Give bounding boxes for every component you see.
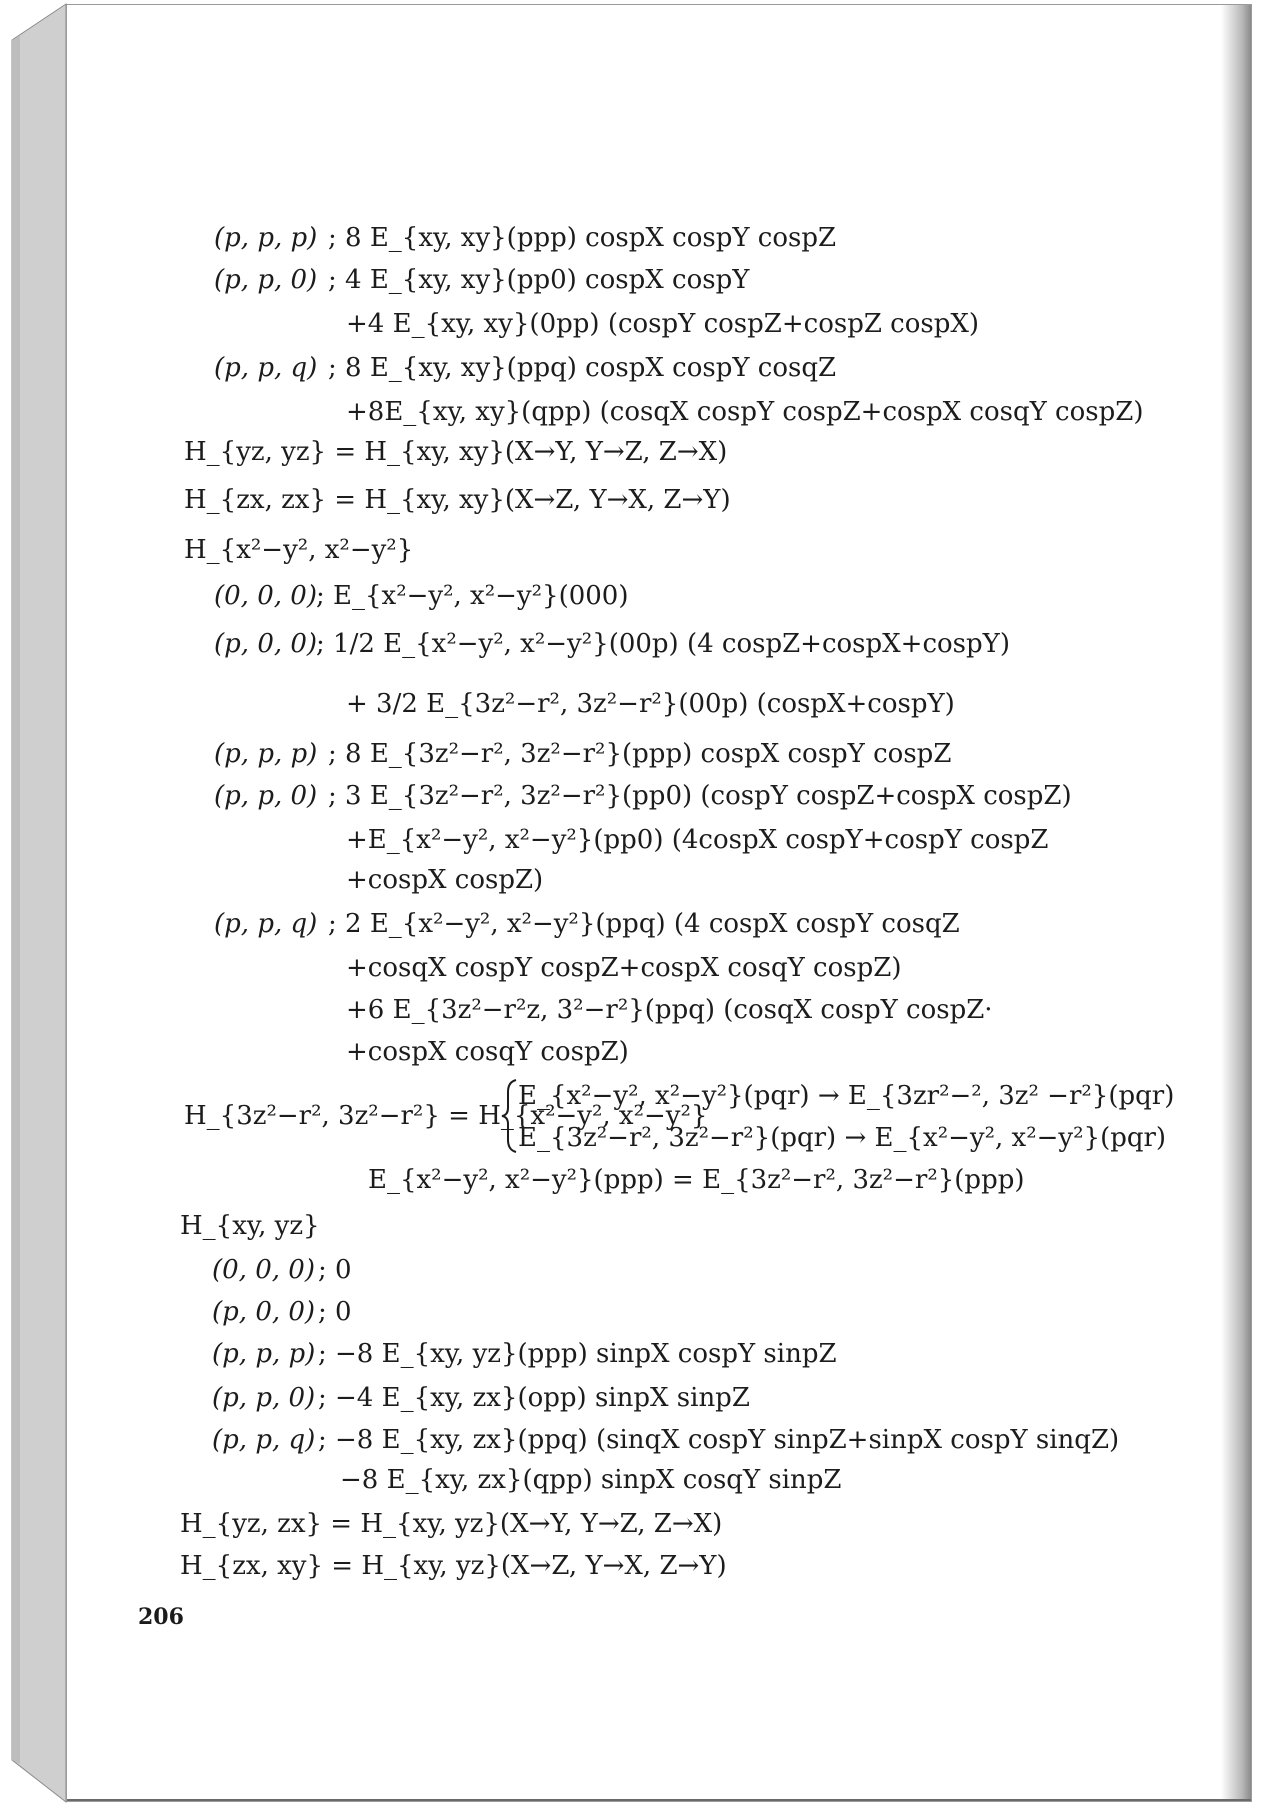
wavevector-label: (p, 0, 0) [214,629,318,659]
section-heading [184,534,413,566]
equation-line [214,580,317,612]
equation-line [214,352,317,384]
equation-expression [346,864,543,896]
expr-text: H_{xy, yz} [180,1211,320,1241]
equation-line [214,222,317,254]
equation-expression [184,484,731,516]
equation-expression [328,264,749,296]
left-brace [500,1078,518,1154]
expr-text: H_{yz, zx} = H_{xy, yz}(X→Y, Y→Z, Z→X) [180,1509,723,1539]
expr-text: +8E_{xy, xy}(qpp) (cosqX cospY cospZ+cospX cosqY cospZ) [346,397,1144,427]
expr-text: ; 4 E_{xy, xy}(pp0) cospX cospY [328,265,750,295]
wavevector-label: (p, p, p) [214,223,318,253]
wavevector-label: (p, p, 0) [214,781,318,811]
equation-expression [318,1382,750,1414]
equation-line [212,1424,315,1456]
wavevector-label: (p, p, p) [212,1339,316,1369]
expr-text: ; −8 E_{xy, yz}(ppp) sinpX cospY sinpZ [318,1339,837,1369]
equation-expression [318,1296,352,1328]
equation-expression [328,908,960,940]
expr-text: + 3/2 E_{3z²−r², 3z²−r²}(00p) (cospX+cospY) [346,689,955,719]
equation-expression [346,824,1048,856]
expr-text: E_{x²−y², x²−y²}(ppp) = E_{3z²−r², 3z²−r²}(ppp) [368,1165,1025,1195]
equation-expression [346,1036,629,1068]
expr-text: +cosqX cospY cospZ+cospX cosqY cospZ) [346,953,902,983]
equation-line [212,1254,315,1286]
wavevector-label: (p, p, 0) [214,265,318,295]
expr-text: ; 0 [318,1297,352,1327]
expr-text: +6 E_{3z²−r²z, 3²−r²}(ppq) (cosqX cospY cospZ· [346,995,993,1025]
equation-expression [184,436,727,468]
expr-text: ; −8 E_{xy, zx}(ppq) (sinqX cospY sinpZ+sinpX cospY sinqZ) [318,1425,1120,1455]
expr-text: ; 1/2 E_{x²−y², x²−y²}(00p) (4 cospZ+cospX+cospY) [316,629,1010,659]
expr-text: −8 E_{xy, zx}(qpp) sinpX cosqY sinpZ [340,1465,842,1495]
equation-line [214,780,317,812]
wavevector-label: (p, p, q) [214,353,318,383]
equation-expression [346,308,979,340]
equation-expression [346,952,901,984]
equation-expression [346,688,955,720]
expr-text: +cospX cospZ) [346,865,544,895]
equation-line [212,1382,315,1414]
equation-expression [318,1338,837,1370]
expr-text: ; 8 E_{xy, xy}(ppp) cospX cospY cospZ [328,223,837,253]
equation-line [214,908,317,940]
wavevector-label: (p, p, q) [212,1425,316,1455]
expr-text: ; 8 E_{xy, xy}(ppq) cospX cospY cosqZ [328,353,837,383]
equation-expression [180,1508,722,1540]
expr-text: ; 2 E_{x²−y², x²−y²}(ppq) (4 cospX cospY cosqZ [328,909,960,939]
wavevector-label: (p, p, 0) [212,1383,316,1413]
equation-line [212,1296,315,1328]
equation-expression [328,352,836,384]
wavevector-label: (p, p, q) [214,909,318,939]
expr-text: H_{yz, yz} = H_{xy, xy}(X→Y, Y→Z, Z→X) [184,437,728,467]
equation-expression [346,396,1143,428]
expr-text: ; −4 E_{xy, zx}(opp) sinpX sinpZ [318,1383,750,1413]
wavevector-label: (p, p, p) [214,739,318,769]
expr-text: +E_{x²−y², x²−y²}(pp0) (4cospX cospY+cospY cospZ [346,825,1049,855]
expr-text: ; 3 E_{3z²−r², 3z²−r²}(pp0) (cospY cospZ+cospX cospZ) [328,781,1072,811]
equation-expression [346,994,993,1026]
wavevector-label: (0, 0, 0) [214,581,317,611]
expr-text: +4 E_{xy, xy}(0pp) (cospY cospZ+cospZ cospX) [346,309,980,339]
equation-line [214,738,317,770]
section-heading [180,1210,320,1242]
wavevector-label: (p, 0, 0) [212,1297,316,1327]
expr-text: +cospX cosqY cospZ) [346,1037,629,1067]
equation-expression [316,628,1010,660]
expr-text: ; 8 E_{3z²−r², 3z²−r²}(ppp) cospX cospY cospZ [328,739,952,769]
expr-text: ; E_{x²−y², x²−y²}(000) [316,581,629,611]
equation-expression [328,780,1072,812]
expr-text: E_{x²−y², x²−y²}(pqr) → E_{3zr²−², 3z² −r²}(pqr) [518,1081,1175,1111]
equation-line [212,1338,315,1370]
expr-text: H_{x²−y², x²−y²} [184,535,414,565]
expr-text: H_{zx, zx} = H_{xy, xy}(X→Z, Y→X, Z→Y) [184,485,731,515]
wavevector-label: (0, 0, 0) [212,1255,315,1285]
expr-text: H_{3z²−r², 3z²−r²} = H_{x²−y², x²−y²} [184,1101,708,1131]
brace-substitution-bottom [518,1122,1166,1154]
equation-expression [328,222,836,254]
expr-text: H_{zx, xy} = H_{xy, yz}(X→Z, Y→X, Z→Y) [180,1551,727,1581]
equation-expression [318,1254,352,1286]
equation-expression [340,1464,842,1496]
equation-expression [368,1164,1025,1196]
equation-line [214,628,317,660]
equation-expression [318,1424,1119,1456]
expr-text: E_{3z²−r², 3z²−r²}(pqr) → E_{x²−y², x²−y²}(pqr) [518,1123,1167,1153]
expr-text: ; 0 [318,1255,352,1285]
page-number: 206 [138,1604,184,1630]
equation-expression [328,738,951,770]
equation-line [214,264,317,296]
equation-expression [316,580,629,612]
equation-expression [180,1550,727,1582]
